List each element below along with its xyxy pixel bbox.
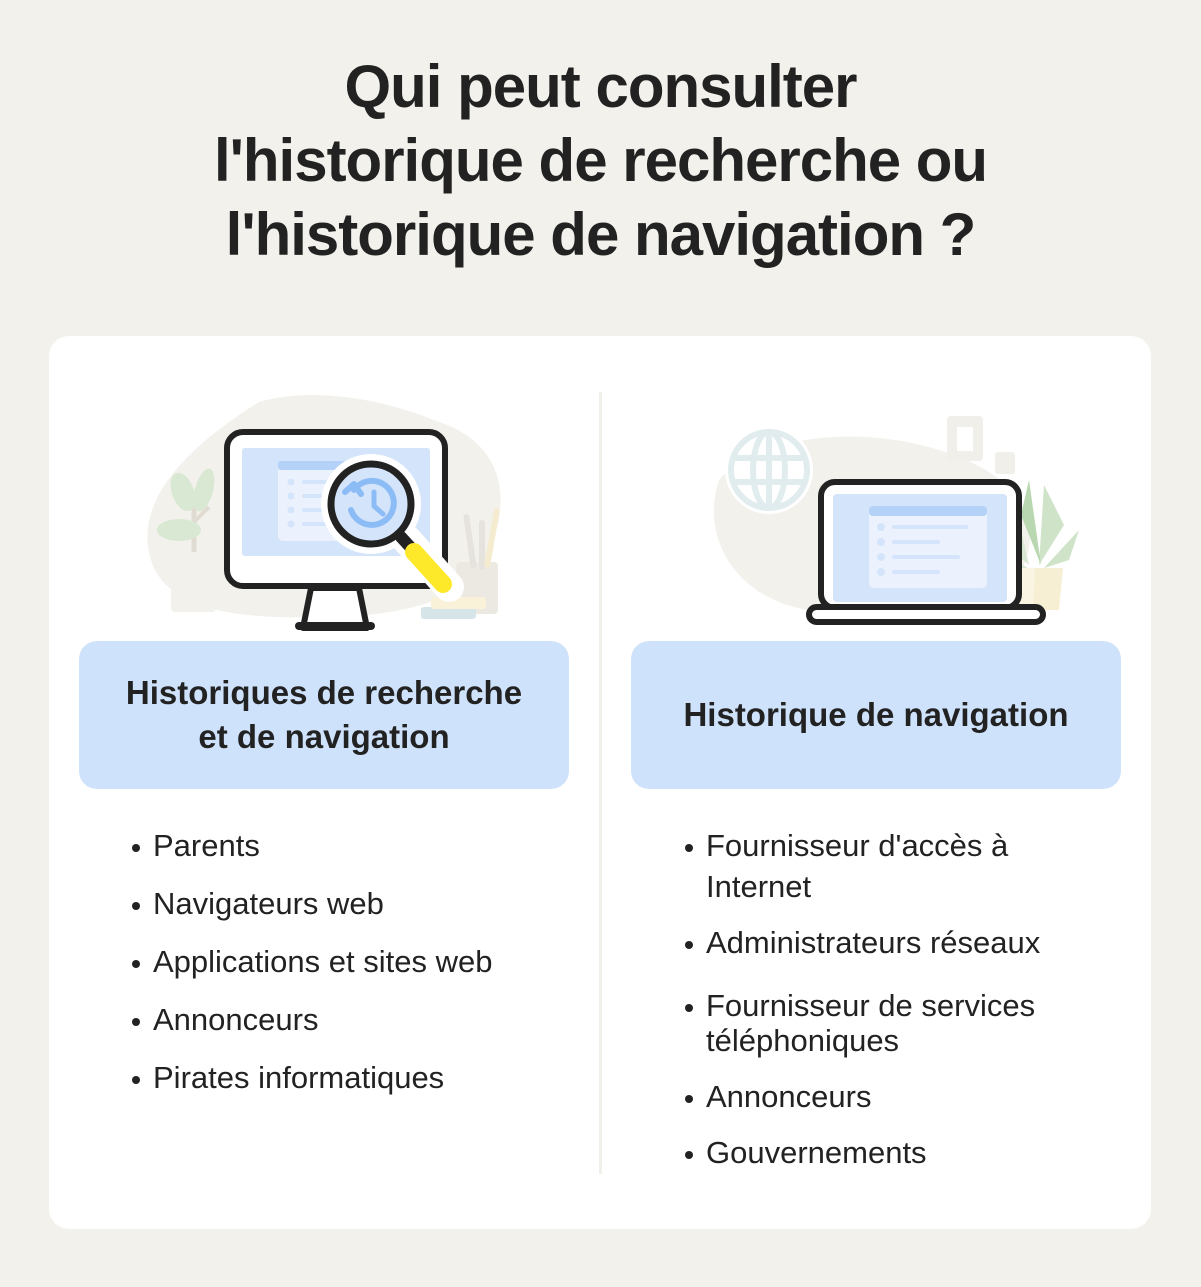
title-line: l'historique de recherche ou (213, 127, 988, 194)
list-item: Parents (129, 827, 569, 865)
search-history-viewers-list (129, 827, 569, 1117)
list-item: Navigateurs web (129, 885, 569, 923)
list-item-line: Gouvernements (706, 1135, 927, 1170)
list-item-line: Administrateurs réseaux (706, 925, 1041, 960)
column-header-browsing-history (631, 641, 1121, 789)
list-item-line: Annonceurs (706, 1079, 872, 1114)
list-item (682, 1078, 1142, 1116)
list-item: Annonceurs (129, 1001, 569, 1039)
list-item: Pirates informatiques (129, 1059, 569, 1097)
list-item-line: téléphoniques (706, 1023, 900, 1058)
title-line: Qui peut consulter (344, 53, 857, 120)
list-item-line: Internet (706, 869, 812, 904)
list-item-line: Fournisseur de services (706, 988, 1036, 1023)
title-line: l'historique de navigation ? (225, 201, 976, 268)
browsing-history-viewers-list (682, 827, 1142, 1172)
list-item (682, 987, 1142, 1060)
list-item (682, 924, 1142, 962)
header-line: Historiques de recherche (125, 674, 523, 711)
list-item-line: Fournisseur d'accès à (706, 828, 1009, 863)
header-line: et de navigation (198, 718, 450, 755)
page-title (0, 50, 1201, 272)
column-header-search-and-browsing-history (79, 641, 569, 789)
column-divider (599, 392, 602, 1174)
list-item: Applications et sites web (129, 943, 569, 981)
header-line: Historique de navigation (683, 696, 1069, 733)
comparison-card (49, 336, 1151, 1229)
desktop-search-history-icon (139, 392, 519, 632)
list-item (682, 827, 1142, 906)
list-item (682, 1134, 1142, 1172)
laptop-browsing-icon (699, 400, 1089, 630)
